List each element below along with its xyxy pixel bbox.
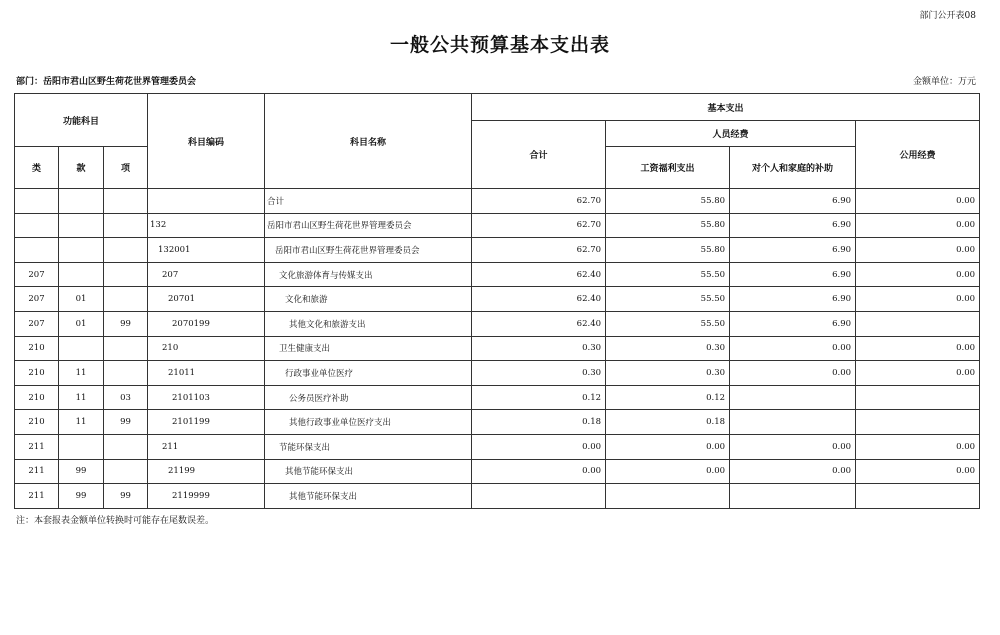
cell-kuan: 01	[59, 311, 104, 336]
header-kuan: 款	[59, 147, 104, 189]
cell-kuan	[59, 189, 104, 214]
cell-name: 公务员医疗补助	[265, 385, 472, 410]
cell-lei	[15, 213, 59, 238]
header-func-subject: 功能科目	[15, 94, 148, 147]
header-subsidy: 对个人和家庭的补助	[730, 147, 856, 189]
cell-name: 卫生健康支出	[265, 336, 472, 361]
cell-salary: 55.80	[606, 238, 730, 263]
cell-name: 行政事业单位医疗	[265, 361, 472, 386]
cell-kuan	[59, 336, 104, 361]
cell-total: 0.30	[472, 336, 606, 361]
budget-table	[14, 93, 980, 509]
cell-public: 0.00	[856, 213, 980, 238]
cell-code: 21199	[148, 459, 265, 484]
cell-name: 其他节能环保支出	[265, 459, 472, 484]
table-row	[15, 385, 980, 410]
header-basic: 基本支出	[472, 94, 980, 121]
header-xiang: 项	[104, 147, 148, 189]
cell-code	[148, 189, 265, 214]
cell-public: 0.00	[856, 361, 980, 386]
cell-kuan	[59, 434, 104, 459]
table-body	[15, 189, 980, 509]
cell-lei: 207	[15, 287, 59, 312]
cell-name: 其他节能环保支出	[265, 484, 472, 509]
cell-kuan	[59, 262, 104, 287]
cell-name: 合计	[265, 189, 472, 214]
cell-public	[856, 385, 980, 410]
page-title: 一般公共预算基本支出表	[389, 34, 610, 56]
cell-salary: 0.00	[606, 459, 730, 484]
table-row	[15, 410, 980, 435]
cell-code: 132001	[148, 238, 265, 263]
header-code: 科目编码	[148, 94, 265, 189]
cell-salary: 55.50	[606, 287, 730, 312]
cell-public: 0.00	[856, 238, 980, 263]
cell-total: 62.40	[472, 311, 606, 336]
table-row	[15, 484, 980, 509]
cell-total: 62.40	[472, 262, 606, 287]
cell-xiang	[104, 434, 148, 459]
cell-lei: 211	[15, 434, 59, 459]
cell-xiang	[104, 361, 148, 386]
header-lei: 类	[15, 147, 59, 189]
cell-total	[472, 484, 606, 509]
cell-lei	[15, 238, 59, 263]
table-row	[15, 213, 980, 238]
cell-code: 20701	[148, 287, 265, 312]
header-public: 公用经费	[856, 121, 980, 189]
cell-subsidy	[730, 385, 856, 410]
cell-kuan	[59, 213, 104, 238]
cell-total: 62.70	[472, 238, 606, 263]
cell-name: 岳阳市君山区野生荷花世界管理委员会	[265, 238, 472, 263]
cell-subsidy: 0.00	[730, 434, 856, 459]
header-total: 合计	[472, 121, 606, 189]
cell-total: 0.00	[472, 459, 606, 484]
cell-salary: 0.18	[606, 410, 730, 435]
table-row	[15, 189, 980, 214]
cell-name: 岳阳市君山区野生荷花世界管理委员会	[265, 213, 472, 238]
cell-lei: 210	[15, 361, 59, 386]
cell-subsidy: 6.90	[730, 287, 856, 312]
table-row	[15, 336, 980, 361]
cell-kuan: 99	[59, 459, 104, 484]
cell-lei: 211	[15, 459, 59, 484]
cell-public: 0.00	[856, 459, 980, 484]
cell-public: 0.00	[856, 336, 980, 361]
cell-total: 0.12	[472, 385, 606, 410]
cell-xiang	[104, 262, 148, 287]
cell-public	[856, 311, 980, 336]
cell-public: 0.00	[856, 189, 980, 214]
cell-xiang: 99	[104, 410, 148, 435]
cell-code: 210	[148, 336, 265, 361]
cell-xiang	[104, 238, 148, 263]
cell-name: 其他文化和旅游支出	[265, 311, 472, 336]
amount-unit-label: 金额单位：万元	[912, 77, 976, 87]
cell-code: 2070199	[148, 311, 265, 336]
cell-salary: 55.50	[606, 311, 730, 336]
cell-subsidy: 6.90	[730, 311, 856, 336]
table-row	[15, 262, 980, 287]
cell-total: 0.00	[472, 434, 606, 459]
cell-kuan: 11	[59, 385, 104, 410]
table-row	[15, 311, 980, 336]
cell-subsidy	[730, 410, 856, 435]
cell-xiang	[104, 287, 148, 312]
cell-salary	[606, 484, 730, 509]
cell-xiang	[104, 189, 148, 214]
cell-lei: 207	[15, 262, 59, 287]
cell-kuan: 11	[59, 361, 104, 386]
cell-xiang: 03	[104, 385, 148, 410]
cell-public	[856, 410, 980, 435]
table-row	[15, 434, 980, 459]
cell-salary: 0.12	[606, 385, 730, 410]
form-number: 部门公开表08	[919, 11, 976, 21]
cell-code: 2101103	[148, 385, 265, 410]
cell-public: 0.00	[856, 434, 980, 459]
table-row	[15, 238, 980, 263]
cell-xiang	[104, 336, 148, 361]
cell-xiang	[104, 459, 148, 484]
cell-name: 节能环保支出	[265, 434, 472, 459]
cell-xiang: 99	[104, 484, 148, 509]
cell-salary: 0.00	[606, 434, 730, 459]
cell-public: 0.00	[856, 287, 980, 312]
cell-subsidy: 0.00	[730, 459, 856, 484]
cell-code: 211	[148, 434, 265, 459]
cell-subsidy: 6.90	[730, 238, 856, 263]
footnote: 注：本套报表金额单位转换时可能存在尾数误差。	[16, 516, 215, 526]
cell-salary: 55.80	[606, 213, 730, 238]
cell-code: 207	[148, 262, 265, 287]
cell-kuan	[59, 238, 104, 263]
cell-total: 62.70	[472, 213, 606, 238]
table-row	[15, 287, 980, 312]
cell-subsidy: 0.00	[730, 361, 856, 386]
department-label: 部门：岳阳市君山区野生荷花世界管理委员会	[16, 77, 197, 87]
cell-public: 0.00	[856, 262, 980, 287]
cell-code: 21011	[148, 361, 265, 386]
cell-kuan: 11	[59, 410, 104, 435]
table-row	[15, 459, 980, 484]
cell-lei: 207	[15, 311, 59, 336]
cell-total: 0.18	[472, 410, 606, 435]
cell-lei: 210	[15, 410, 59, 435]
cell-salary: 0.30	[606, 336, 730, 361]
cell-salary: 0.30	[606, 361, 730, 386]
cell-kuan: 99	[59, 484, 104, 509]
cell-total: 62.70	[472, 189, 606, 214]
cell-subsidy	[730, 484, 856, 509]
cell-kuan: 01	[59, 287, 104, 312]
header-salary: 工资福利支出	[606, 147, 730, 189]
cell-salary: 55.80	[606, 189, 730, 214]
table-row	[15, 361, 980, 386]
cell-lei	[15, 189, 59, 214]
cell-subsidy: 6.90	[730, 262, 856, 287]
cell-name: 文化和旅游	[265, 287, 472, 312]
cell-code: 132	[148, 213, 265, 238]
cell-code: 2119999	[148, 484, 265, 509]
cell-xiang: 99	[104, 311, 148, 336]
cell-salary: 55.50	[606, 262, 730, 287]
cell-lei: 210	[15, 385, 59, 410]
cell-subsidy: 6.90	[730, 189, 856, 214]
header-name: 科目名称	[265, 94, 472, 189]
cell-name: 其他行政事业单位医疗支出	[265, 410, 472, 435]
cell-code: 2101199	[148, 410, 265, 435]
cell-lei: 210	[15, 336, 59, 361]
cell-xiang	[104, 213, 148, 238]
cell-total: 62.40	[472, 287, 606, 312]
header-personnel: 人员经费	[606, 121, 856, 147]
cell-total: 0.30	[472, 361, 606, 386]
cell-name: 文化旅游体育与传媒支出	[265, 262, 472, 287]
cell-lei: 211	[15, 484, 59, 509]
cell-public	[856, 484, 980, 509]
cell-subsidy: 6.90	[730, 213, 856, 238]
cell-subsidy: 0.00	[730, 336, 856, 361]
